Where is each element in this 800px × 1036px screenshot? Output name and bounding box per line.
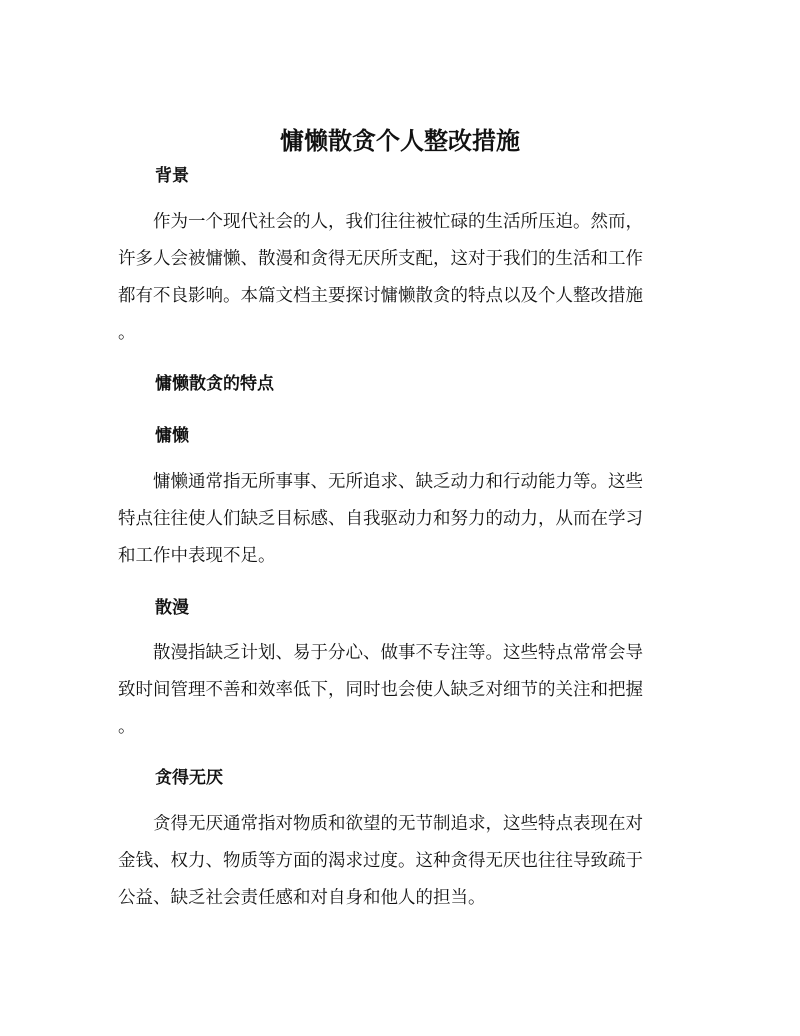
paragraph-line: 慵懒通常指无所事事、无所追求、缺乏动力和行动能力等。这些 [153,472,643,492]
paragraph-greed [118,806,678,917]
section-heading-laziness: 慵懒 [155,426,189,446]
section-heading-background: 背景 [155,166,189,186]
paragraph-line: 。 [118,323,136,343]
section-heading-characteristics: 慵懒散贪的特点 [155,374,274,394]
paragraph-line: 和工作中表现不足。 [118,546,276,566]
section-heading-slackness: 散漫 [155,598,189,618]
paragraph-line: 贪得无厌通常指对物质和欲望的无节制追求，这些特点表现在对 [153,814,643,834]
paragraph-slackness [118,635,678,746]
paragraph-background [118,204,678,352]
paragraph-line: 。 [118,717,136,737]
paragraph-laziness [118,464,678,575]
paragraph-line: 金钱、权力、物质等方面的渴求过度。这种贪得无厌也往往导致疏于 [118,851,643,871]
paragraph-line: 致时间管理不善和效率低下，同时也会使人缺乏对细节的关注和把握 [118,680,643,700]
paragraph-line: 散漫指缺乏计划、易于分心、做事不专注等。这些特点常常会导 [153,643,643,663]
paragraph-line: 作为一个现代社会的人，我们往往被忙碌的生活所压迫。然而， [153,212,643,232]
paragraph-line: 公益、缺乏社会责任感和对自身和他人的担当。 [118,888,486,908]
section-heading-greed: 贪得无厌 [155,768,223,788]
paragraph-line: 特点往往使人们缺乏目标感、自我驱动力和努力的动力，从而在学习 [118,509,643,529]
paragraph-line: 都有不良影响。本篇文档主要探讨慵懒散贪的特点以及个人整改措施 [118,286,643,306]
paragraph-line: 许多人会被慵懒、散漫和贪得无厌所支配，这对于我们的生活和工作 [118,249,643,269]
page-title: 慵懒散贪个人整改措施 [280,126,520,155]
